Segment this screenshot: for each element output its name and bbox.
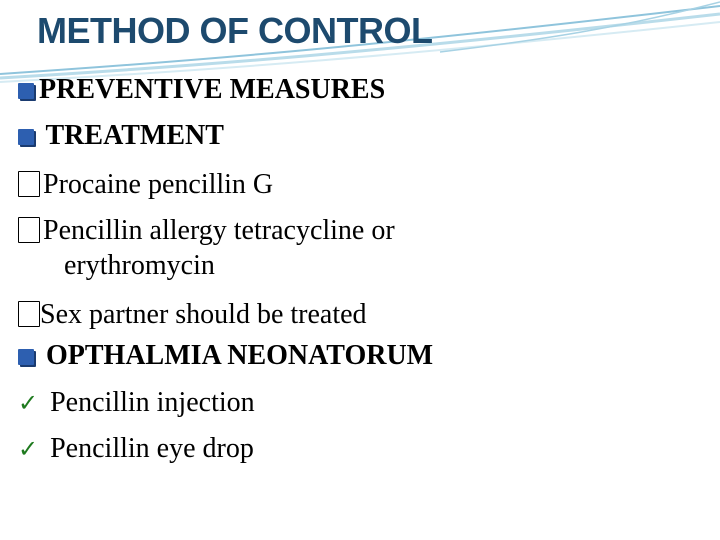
missing-glyph-icon bbox=[18, 171, 40, 197]
bullet-procaine: Procaine pencillin G bbox=[18, 167, 273, 199]
check-icon: ✓ bbox=[18, 389, 39, 417]
bullet-opthalmia-neonatorum: OPTHALMIA NEONATORUM bbox=[18, 342, 433, 370]
bullet-treatment: TREATMENT bbox=[18, 122, 224, 150]
bullet-sex-partner: Sex partner should be treated bbox=[18, 297, 367, 329]
bullet-continuation-erythromycin: erythromycin bbox=[64, 250, 215, 281]
slide-title: METHOD OF CONTROL bbox=[37, 10, 433, 51]
missing-glyph-icon bbox=[18, 301, 40, 327]
check-icon: ✓ bbox=[18, 435, 39, 463]
q-box-icon bbox=[18, 129, 34, 145]
q-box-icon bbox=[18, 349, 34, 365]
bullet-pencillin-injection: ✓ Pencillin injection bbox=[18, 387, 255, 418]
missing-glyph-icon bbox=[18, 217, 40, 243]
q-box-icon bbox=[18, 83, 34, 99]
bullet-pencillin-eye-drop: ✓ Pencillin eye drop bbox=[18, 433, 254, 464]
bullet-pencillin-allergy: Pencillin allergy tetracycline or bbox=[18, 213, 395, 245]
bullet-preventive-measures: PREVENTIVE MEASURES bbox=[18, 76, 385, 104]
